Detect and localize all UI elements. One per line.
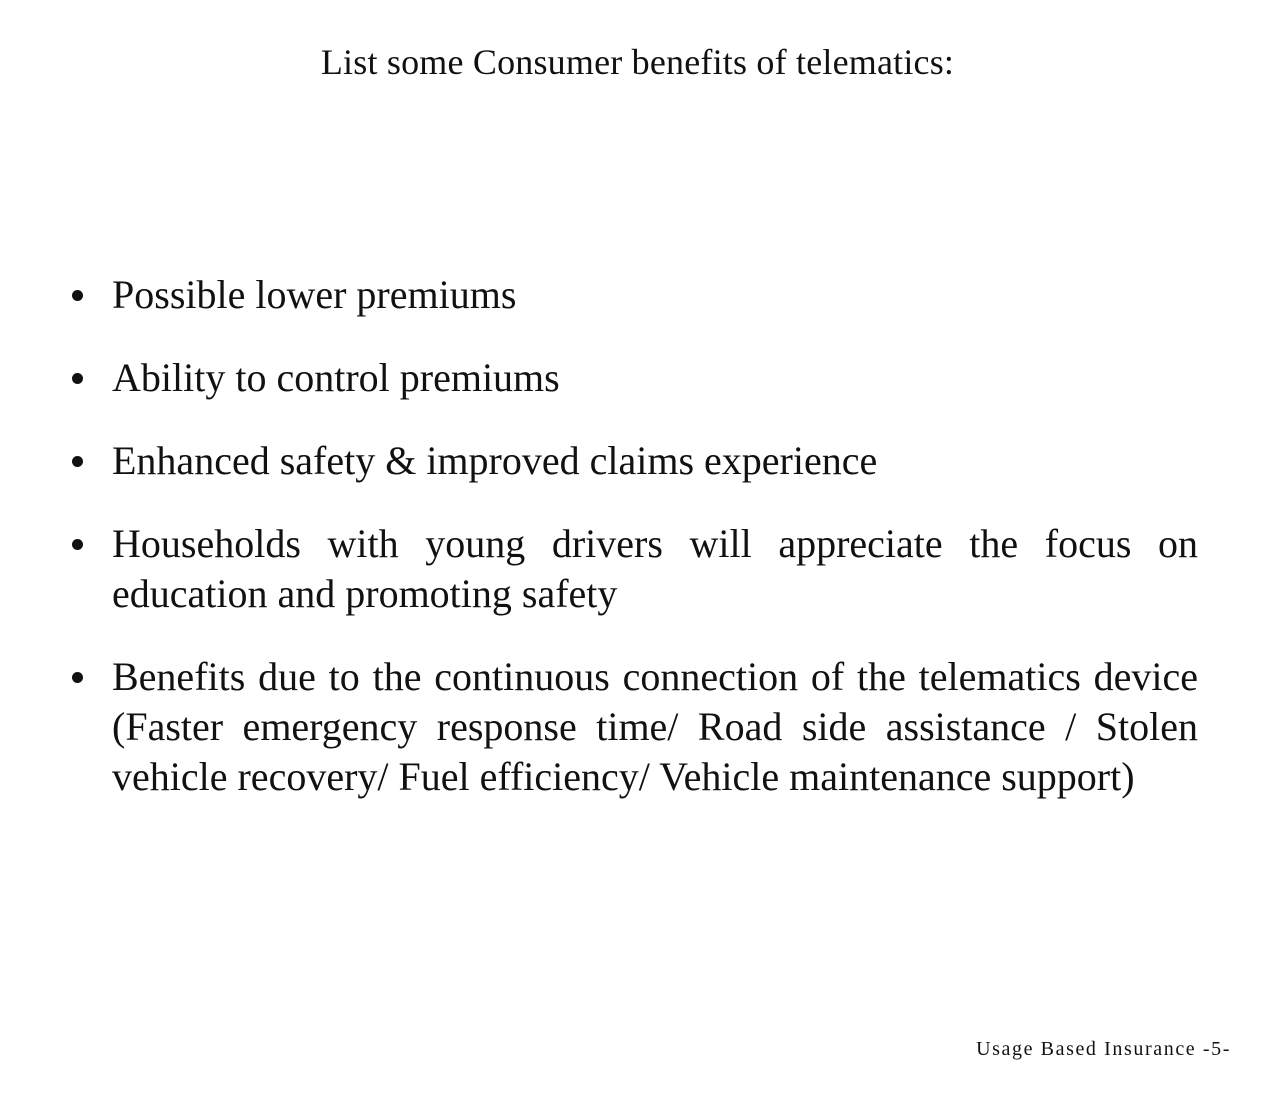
slide-title: List some Consumer benefits of telematics: — [320, 42, 955, 82]
bullet-icon — [72, 373, 83, 384]
bullet-icon — [72, 539, 83, 550]
bullet-icon — [72, 672, 83, 683]
bullet-icon — [72, 290, 83, 301]
bullet-item — [72, 652, 1198, 802]
bullet-item — [72, 436, 1198, 486]
bullet-item — [72, 353, 1198, 403]
bullet-text: Possible lower premiums — [112, 272, 517, 317]
bullet-item — [72, 519, 1198, 619]
bullet-text: Benefits due to the continuous connection of the telematics device (Faster emergency response time/ Road side assistance / Stolen vehicle recovery/ Fuel efficiency/ Vehicle maintenance support) — [112, 654, 1198, 799]
bullet-item — [72, 270, 1198, 320]
bullet-text: Enhanced safety & improved claims experience — [112, 438, 878, 483]
bullet-text: Ability to control premiums — [112, 355, 560, 400]
bullet-icon — [72, 456, 83, 467]
bullet-text: Households with young drivers will appreciate the focus on education and promoting safety — [112, 521, 1198, 616]
slide-footer: Usage Based Insurance -5- — [976, 1038, 1231, 1060]
bullet-list — [72, 270, 1198, 835]
